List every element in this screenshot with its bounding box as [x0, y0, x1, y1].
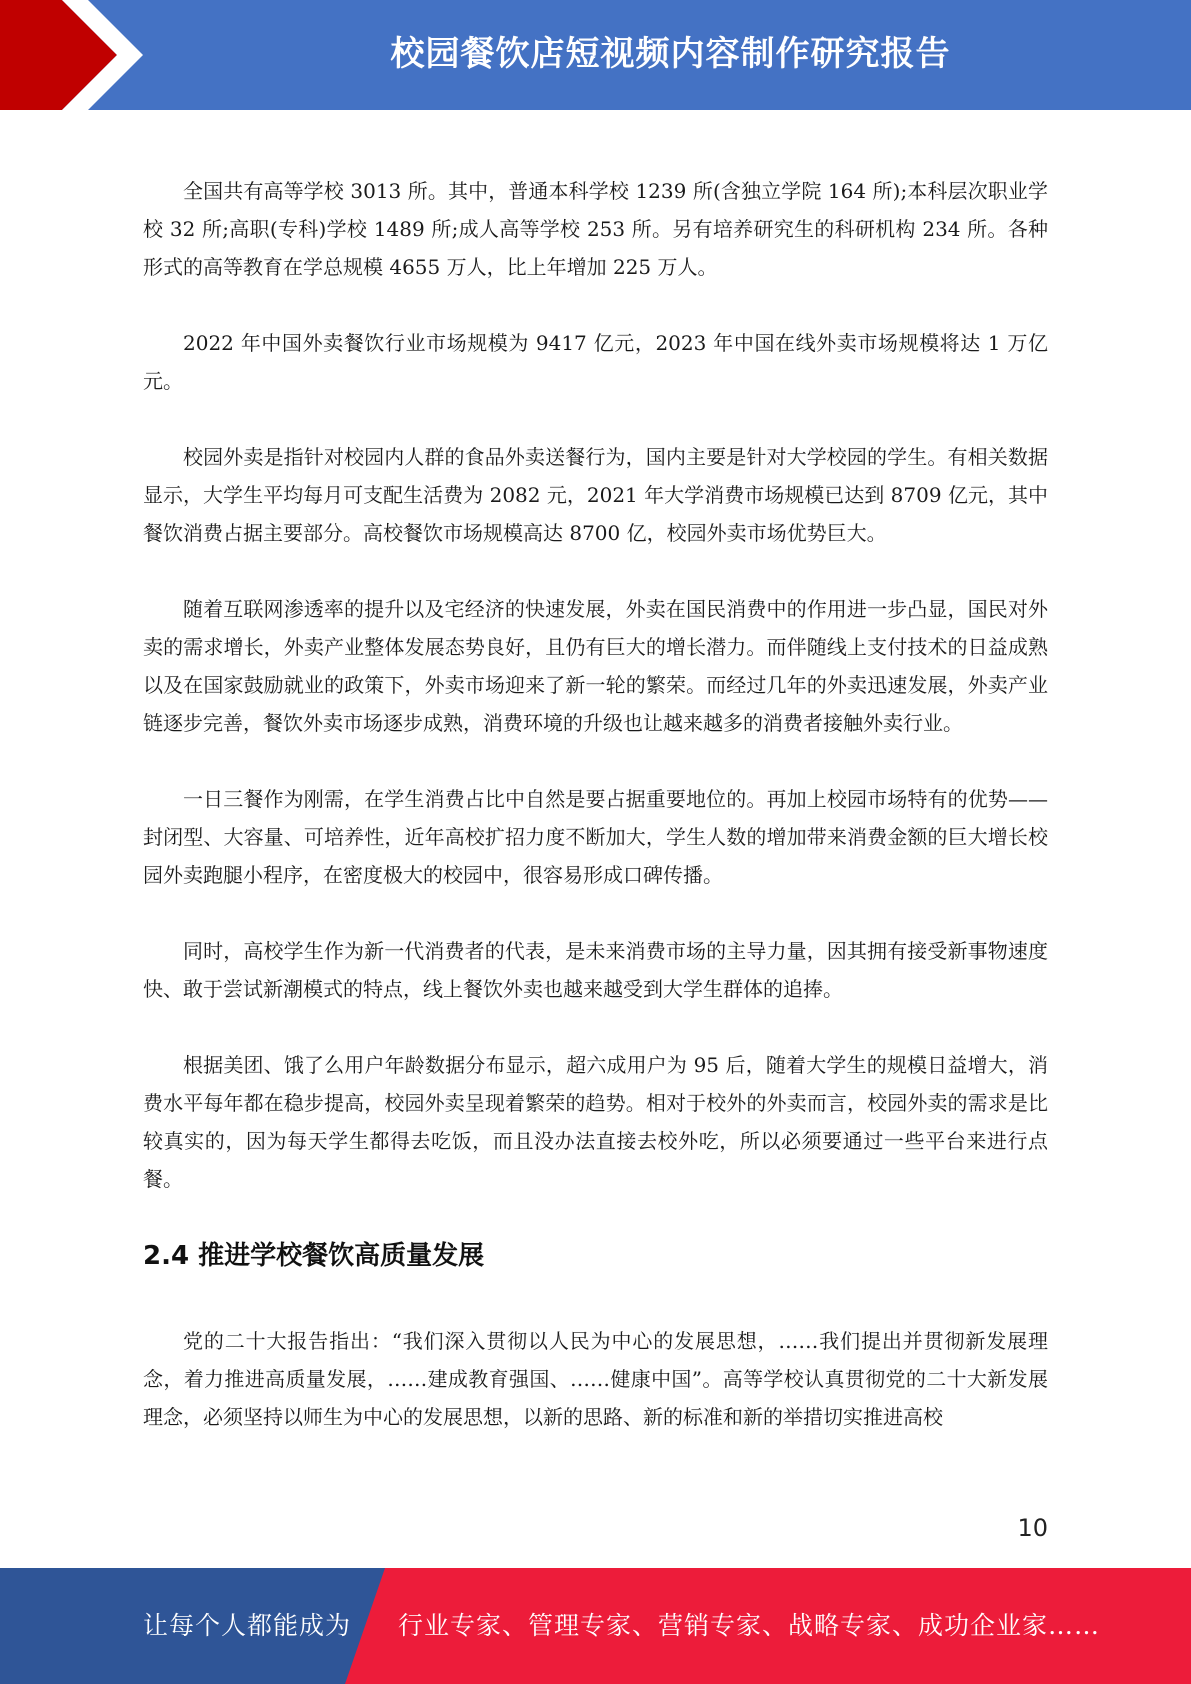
footer-slogan-left: 让每个人都能成为	[143, 1611, 352, 1640]
section-heading: 2.4 推进学校餐饮高质量发展	[143, 1241, 485, 1271]
paragraph-universities: 全国共有高等学校 3013 所。其中，普通本科学校 1239 所(含独立学院 164 所);本科层次职业学校 32 所;高职(专科)学校 1489 所;成人高等学校 253 所。另有培养研究生的科研机构 234 所。各种形式的高等教育在学总规模 4655 万人，比上年增加 225 万人。	[143, 179, 1048, 279]
paragraph-user-age: 根据美团、饿了么用户年龄数据分布显示，超六成用户为 95 后，随着大学生的规模日益增大，消费水平每年都在稳步提高，校园外卖呈现着繁荣的趋势。相对于校外的外卖而言，校园外卖的需求是比较真实的，因为每天学生都得去吃饭，而且没办法直接去校外吃，所以必须要通过一些平台来进行点餐。	[143, 1053, 1048, 1191]
paragraph-internet-growth: 随着互联网渗透率的提升以及宅经济的快速发展，外卖在国民消费中的作用进一步凸显，国民对外卖的需求增长，外卖产业整体发展态势良好，且仍有巨大的增长潜力。而伴随线上支付技术的日益成熟以及在国家鼓励就业的政策下，外卖市场迎来了新一轮的繁荣。而经过几年的外卖迅速发展，外卖产业链逐步完善，餐饮外卖市场逐步成熟，消费环境的升级也让越来越多的消费者接触外卖行业。	[143, 597, 1048, 735]
footer-slogan-right: 行业专家、管理专家、营销专家、战略专家、成功企业家……	[398, 1611, 1101, 1640]
paragraph-three-meals: 一日三餐作为刚需，在学生消费占比中自然是要占据重要地位的。再加上校园市场特有的优势——封闭型、大容量、可培养性，近年高校扩招力度不断加大，学生人数的增加带来消费金额的巨大增长校园外卖跑腿小程序，在密度极大的校园中，很容易形成口碑传播。	[143, 787, 1048, 887]
header-banner	[0, 0, 1191, 110]
page-number: 10	[1017, 1514, 1048, 1542]
paragraph-campus-delivery: 校园外卖是指针对校园内人群的食品外卖送餐行为，国内主要是针对大学校园的学生。有相关数据显示，大学生平均每月可支配生活费为 2082 元，2021 年大学消费市场规模已达到 8709 亿元，其中餐饮消费占据主要部分。高校餐饮市场规模高达 8700 亿，校园外卖市场优势巨大。	[143, 445, 1048, 545]
report-title: 校园餐饮店短视频内容制作研究报告	[390, 34, 951, 74]
paragraph-party-report: 党的二十大报告指出：“我们深入贯彻以人民为中心的发展思想，……我们提出并贯彻新发展理念，着力推进高质量发展，……建成教育强国、……健康中国”。高等学校认真贯彻党的二十大新发展理念，必须坚持以师生为中心的发展思想，以新的思路、新的标准和新的举措切实推进高校	[143, 1329, 1048, 1429]
footer-banner	[0, 1568, 1191, 1684]
paragraph-students-consumers: 同时，高校学生作为新一代消费者的代表，是未来消费市场的主导力量，因其拥有接受新事物速度快、敢于尝试新潮模式的特点，线上餐饮外卖也越来越受到大学生群体的追捧。	[143, 939, 1048, 1001]
page-content	[143, 172, 1048, 1474]
paragraph-market-size: 2022 年中国外卖餐饮行业市场规模为 9417 亿元，2023 年中国在线外卖市场规模将达 1 万亿元。	[143, 331, 1048, 393]
